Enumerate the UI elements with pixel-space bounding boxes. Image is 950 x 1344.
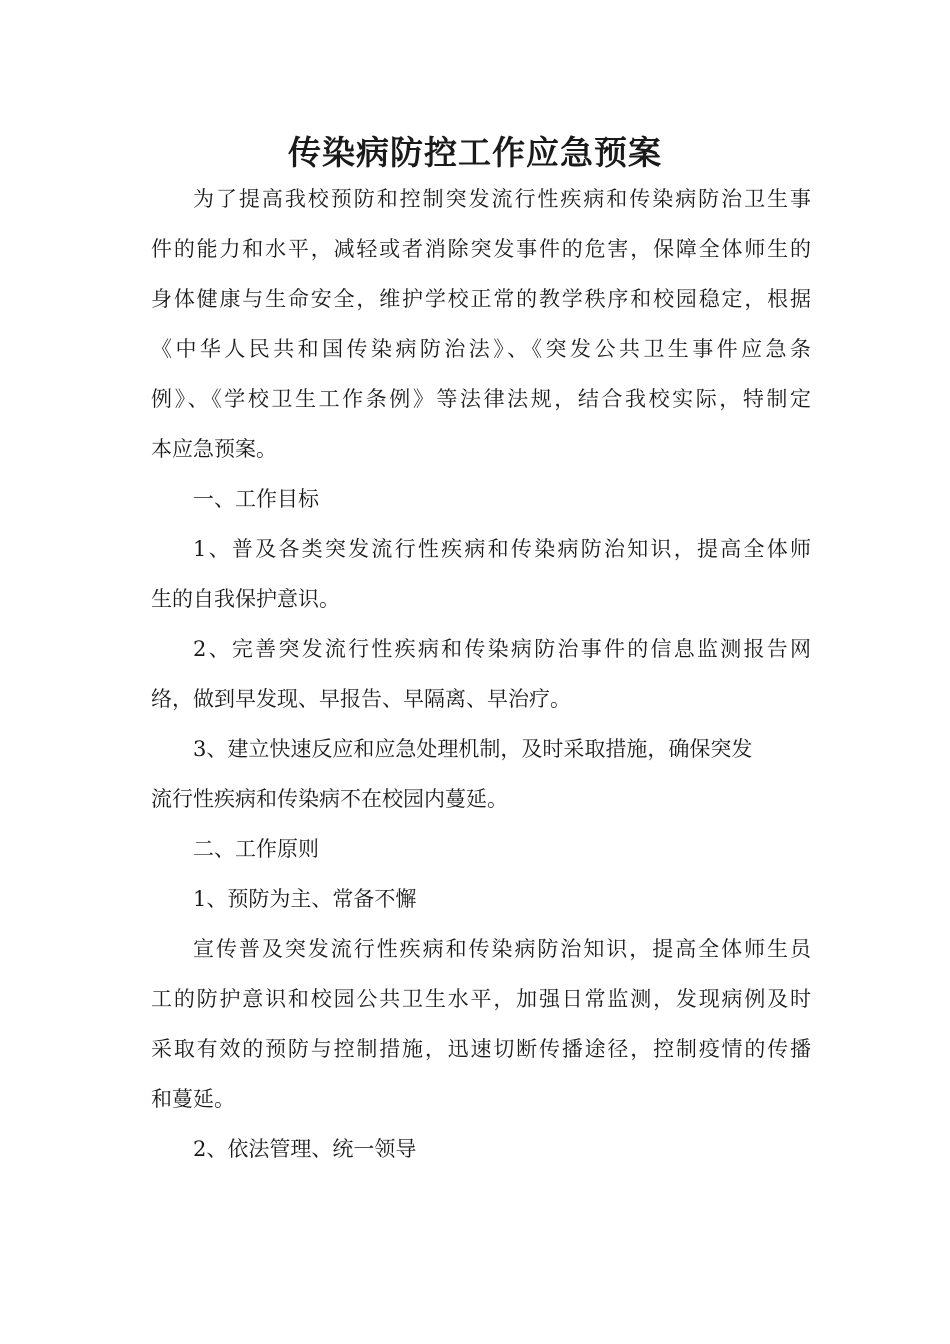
document-title: 传染病防控工作应急预案 xyxy=(288,133,662,172)
goal-3-line-1: 3、建立快速反应和应急处理机制，及时采取措施，确保突发 xyxy=(193,737,753,761)
goal-2-line-1: 2、完善突发流行性疾病和传染病防治事件的信息监测报告网 xyxy=(193,637,811,661)
goal-1-line-2: 生的自我保护意识。 xyxy=(151,587,340,611)
intro-line-4: 《中华人民共和国传染病防治法》、《突发公共卫生事件应急条 xyxy=(151,337,811,361)
goal-2-line-2: 络，做到早发现、早报告、早隔离、早治疗。 xyxy=(151,687,571,711)
section-heading-principles: 二、工作原则 xyxy=(193,837,319,861)
principle-2-heading: 2、依法管理、统一领导 xyxy=(193,1137,417,1161)
goal-1-line-1: 1、普及各类突发流行性疾病和传染病防治知识，提高全体师 xyxy=(193,537,811,561)
intro-line-2: 件的能力和水平，减轻或者消除突发事件的危害，保障全体师生的 xyxy=(151,237,811,261)
principle-1-line-3: 采取有效的预防与控制措施，迅速切断传播途径，控制疫情的传播 xyxy=(151,1037,811,1061)
principle-1-line-2: 工的防护意识和校园公共卫生水平，加强日常监测，发现病例及时 xyxy=(151,987,811,1011)
intro-line-5: 例》、《学校卫生工作条例》等法律法规，结合我校实际，特制定 xyxy=(151,387,811,411)
principle-1-line-4: 和蔓延。 xyxy=(151,1087,235,1111)
intro-line-1: 为了提高我校预防和控制突发流行性疾病和传染病防治卫生事 xyxy=(193,187,811,211)
principle-1-heading: 1、预防为主、常备不懈 xyxy=(193,887,417,911)
section-heading-goals: 一、工作目标 xyxy=(193,487,319,511)
goal-3-line-2: 流行性疾病和传染病不在校园内蔓延。 xyxy=(151,787,508,811)
principle-1-line-1: 宣传普及突发流行性疾病和传染病防治知识，提高全体师生员 xyxy=(193,937,811,961)
intro-line-6: 本应急预案。 xyxy=(151,437,277,461)
intro-line-3: 身体健康与生命安全，维护学校正常的教学秩序和校园稳定，根据 xyxy=(151,287,811,311)
